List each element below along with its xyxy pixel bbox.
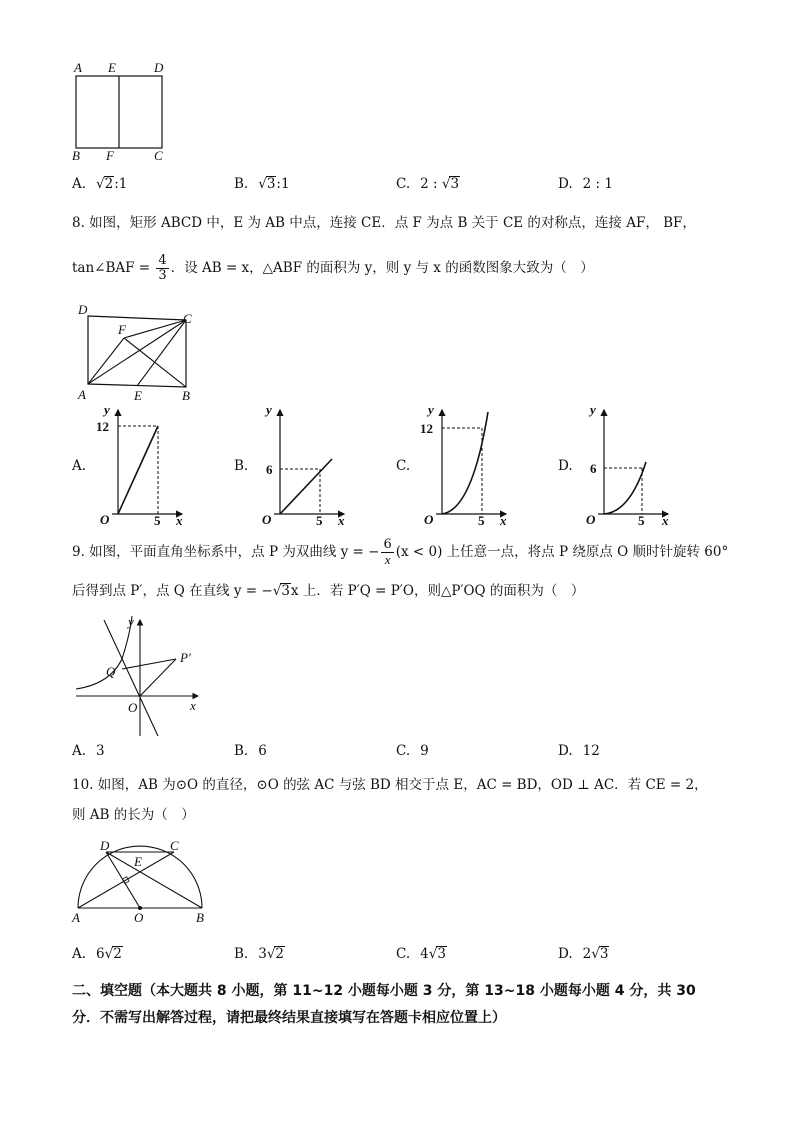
q7-option-d[interactable]: D. 2 : 1 <box>558 176 613 192</box>
label-c: C <box>154 148 163 163</box>
svg-text:5: 5 <box>638 513 645 526</box>
svg-text:y: y <box>104 404 110 417</box>
svg-text:P′: P′ <box>180 650 191 665</box>
q8-option-b[interactable]: B. y 6 O 5 x <box>234 404 345 526</box>
q8-rectangle-figure <box>74 302 204 402</box>
svg-text:6: 6 <box>266 462 273 477</box>
q7-rectangle-figure <box>66 58 176 166</box>
svg-text:5: 5 <box>154 513 161 526</box>
label-e: E <box>134 388 142 403</box>
q8-option-a[interactable]: A. y 12 O 5 x <box>72 404 183 526</box>
label-d: D <box>154 60 164 75</box>
svg-text:x: x <box>190 698 196 713</box>
q10-option-c[interactable]: C. 4√3 <box>396 946 446 962</box>
label-a: A <box>78 387 86 402</box>
q10-stem-line2: 则 AB 的长为（ ） <box>72 807 195 823</box>
graph-curve <box>604 462 646 514</box>
q8-stem-line2: tan∠BAF = $\frac{4}{3}$ ．设 AB = x，△ABF 的面积为 y，则 y 与 x 的函数图象大致为（ ） <box>72 253 594 283</box>
q8-option-d[interactable]: D. y 6 O 5 x <box>558 404 669 526</box>
graph-curve <box>442 412 488 514</box>
q10-option-b[interactable]: B. 3√2 <box>234 946 285 962</box>
svg-text:O: O <box>134 910 144 925</box>
q7-option-b[interactable]: B. √3:1 <box>234 176 290 192</box>
svg-text:O: O <box>262 512 272 526</box>
section-2-heading <box>72 978 732 1032</box>
svg-text:x: x <box>500 513 507 526</box>
q9-option-a[interactable]: A. 3 <box>72 743 105 759</box>
q8-fraction: $\frac{4}{3}$ <box>158 253 167 283</box>
q9-stem-line2: 后得到点 P′，点 Q 在直线 y = −√3x 上．若 P′Q = P′O，则△P′OQ 的面积为（ ） <box>72 583 585 599</box>
q7-options <box>72 176 732 196</box>
label-f: F <box>118 322 126 337</box>
svg-text:12: 12 <box>96 419 109 434</box>
label-e: E <box>108 60 116 75</box>
svg-text:Q: Q <box>106 664 116 679</box>
graph-line <box>118 426 158 514</box>
q9-option-c[interactable]: C. 9 <box>396 743 429 759</box>
svg-text:12: 12 <box>420 421 433 436</box>
segment-fc <box>124 320 186 338</box>
q7-option-c[interactable]: C. 2 : √3 <box>396 176 460 192</box>
segment-ac <box>88 320 186 384</box>
label-d: D <box>78 302 88 317</box>
q10-stem-line1: 10. 如图，AB 为⊙O 的直径，⊙O 的弦 AC 与弦 BD 相交于点 E，AC = BD，OD ⊥ AC．若 CE = 2， <box>72 777 708 793</box>
svg-text:E: E <box>134 854 142 869</box>
chord-ac <box>78 852 174 908</box>
q7-option-a[interactable]: A. √2:1 <box>72 176 128 192</box>
q9-option-b[interactable]: B. 6 <box>234 743 267 759</box>
q9-coordinate-figure <box>70 614 210 740</box>
svg-text:O: O <box>100 512 110 526</box>
label-f: F <box>106 148 114 163</box>
svg-text:y: y <box>590 404 596 417</box>
segment-af <box>88 338 124 384</box>
q8-stem-line1: 8. 如图，矩形 ABCD 中，E 为 AB 中点，连接 CE．点 F 为点 B 关于 CE 的对称点，连接 AF， BF， <box>72 215 696 231</box>
q10-options <box>72 946 732 966</box>
label-b: B <box>182 388 190 403</box>
svg-text:A: A <box>72 910 80 925</box>
q9-options <box>72 743 732 763</box>
svg-text:5: 5 <box>478 513 485 526</box>
q10-semicircle-figure <box>70 836 210 924</box>
svg-text:C: C <box>170 838 179 853</box>
svg-text:B: B <box>196 910 204 925</box>
svg-text:y: y <box>266 404 272 417</box>
q10-option-d[interactable]: D. 2√3 <box>558 946 609 962</box>
svg-text:y: y <box>128 614 134 629</box>
graph-line <box>280 459 332 514</box>
label-c: C <box>183 311 192 326</box>
svg-text:x: x <box>662 513 669 526</box>
section-2-line2: 分．不需写出解答过程，请把最终结果直接填写在答题卡相应位置上） <box>72 1010 506 1026</box>
svg-text:O: O <box>424 512 434 526</box>
chord-bd <box>106 852 202 908</box>
svg-text:y: y <box>428 404 434 417</box>
svg-text:O: O <box>586 512 596 526</box>
q9-option-d[interactable]: D. 12 <box>558 743 600 759</box>
q10-option-a[interactable]: A. 6√2 <box>72 946 122 962</box>
label-b: B <box>72 148 80 163</box>
svg-text:D: D <box>100 838 110 853</box>
q9-fraction: $\frac{6}{x}$ <box>383 537 392 567</box>
svg-text:5: 5 <box>316 513 323 526</box>
hyperbola <box>76 616 132 689</box>
segment-ec <box>137 320 186 386</box>
q8-option-c[interactable]: C. y 12 O 5 x <box>396 404 507 526</box>
svg-text:6: 6 <box>590 461 597 476</box>
svg-text:x: x <box>176 513 183 526</box>
q9-stem-line1: 9. 如图，平面直角坐标系中，点 P 为双曲线 y = − $\frac{6}{x}$ (x < 0) 上任意一点，将点 P 绕原点 O 顺时针旋转 60° <box>72 537 729 567</box>
label-a: A <box>74 60 82 75</box>
svg-text:x: x <box>338 513 345 526</box>
svg-text:O: O <box>128 700 138 715</box>
section-2-line1: 二、填空题（本大题共 8 小题，第 11~12 小题每小题 3 分，第 13~18 小题每小题 4 分，共 30 <box>72 983 696 999</box>
